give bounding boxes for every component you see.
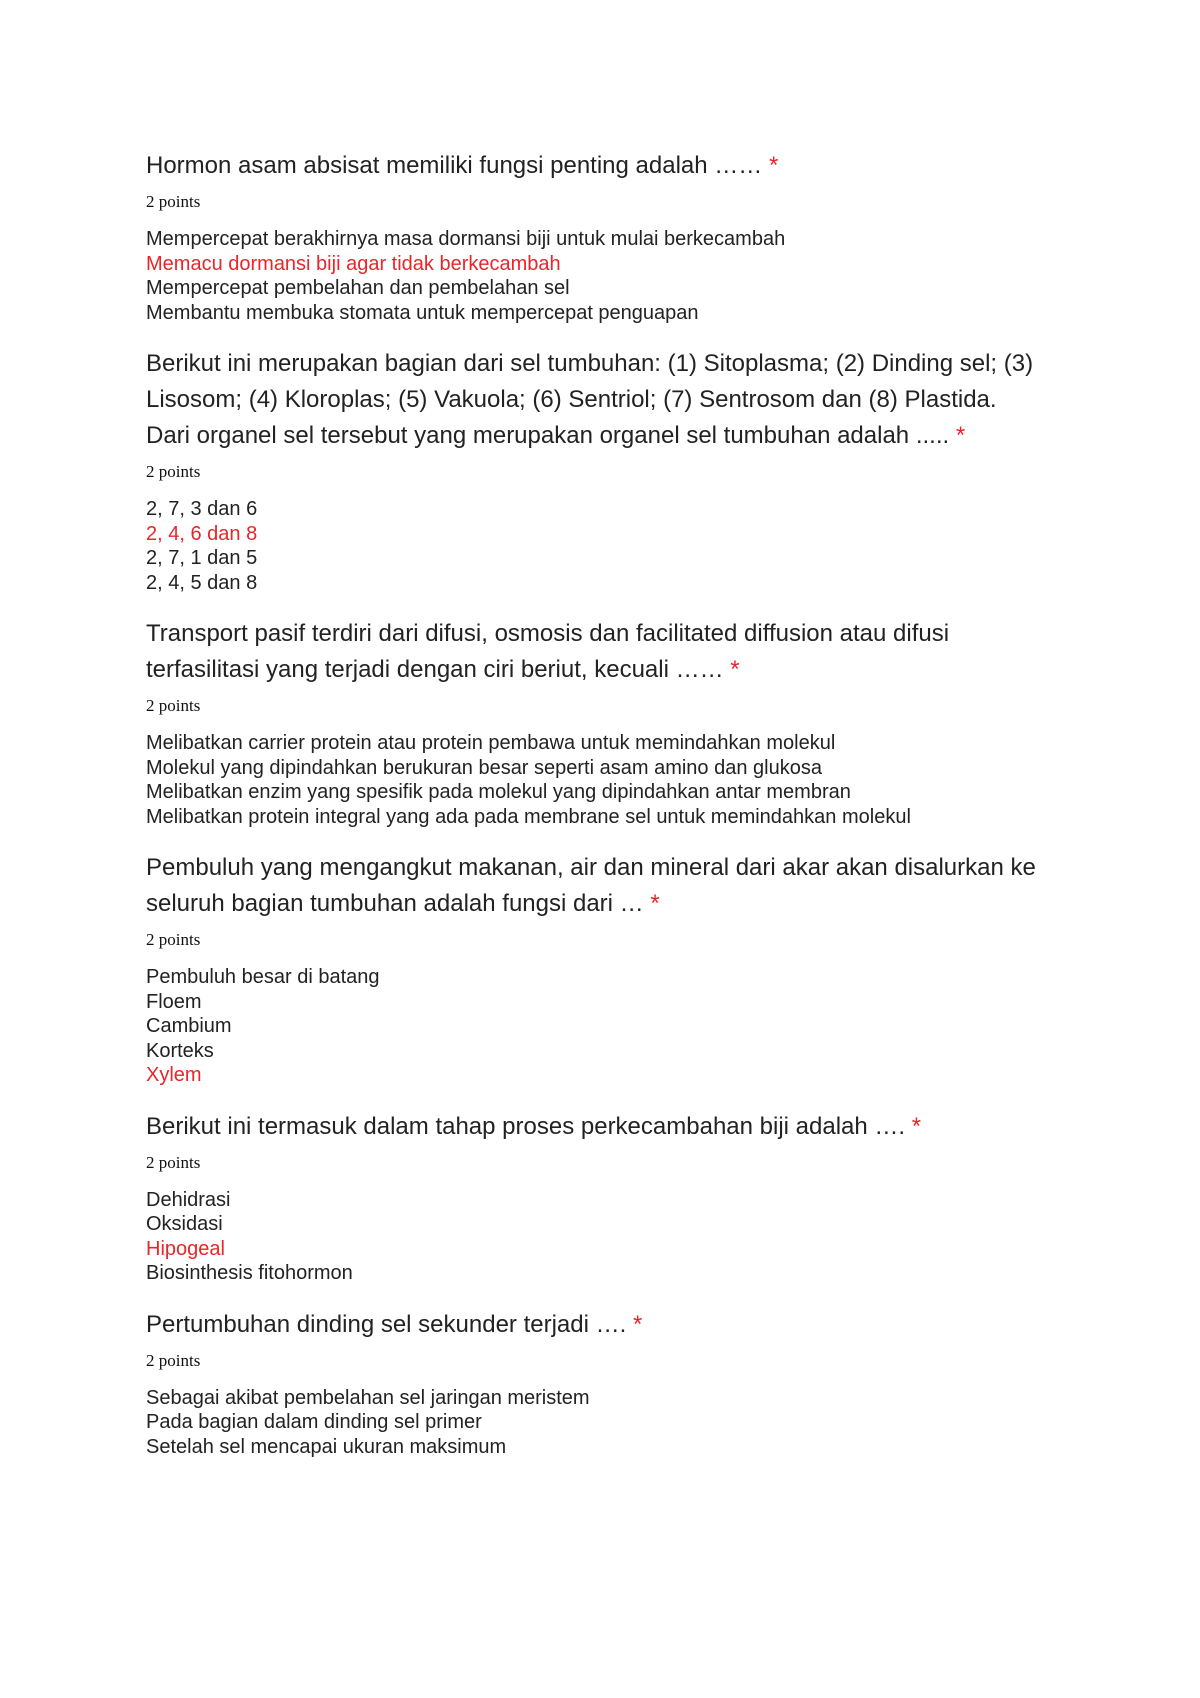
option: Molekul yang dipindahkan berukuran besar seperti asam amino dan glukosa [146,756,822,779]
option: 2, 7, 3 dan 6 [146,498,258,520]
option-correct: 2, 4, 6 dan 8 [146,522,258,545]
required-marker: * [650,890,660,917]
question-points: 2 points [146,930,201,949]
option: Pembuluh besar di batang [146,966,380,988]
option-list [146,497,1046,595]
question-block [146,1307,1046,1460]
question-block [146,850,1046,1088]
option: Oksidasi [146,1213,223,1235]
question-text: Hormon asam absisat memiliki fungsi penting adalah …… [146,152,769,179]
question-text: Berikut ini termasuk dalam tahap proses perkecambahan biji adalah …. [146,1112,912,1140]
required-marker: * [911,1112,922,1140]
option: Membantu membuka stomata untuk mempercepat penguapan [146,301,699,324]
option: 2, 7, 1 dan 5 [146,547,258,569]
question-title [146,1307,1046,1343]
question-title [146,850,1046,922]
question-points: 2 points [146,462,201,481]
option: 2, 4, 5 dan 8 [146,571,258,594]
required-marker: * [768,152,779,179]
option: Dehidrasi [146,1188,231,1211]
required-marker: * [632,1310,643,1338]
option-list [146,965,1046,1088]
question-text: Pembuluh yang mengangkut makanan, air dan mineral dari akar akan disalurkan ke seluruh bagian tumbuhan adalah fungsi dari … [146,854,1036,917]
option: Setelah sel mencapai ukuran maksimum [146,1435,507,1458]
option-correct: Xylem [146,1064,202,1086]
question-text: Berikut ini merupakan bagian dari sel tumbuhan: (1) Sitoplasma; (2) Dinding sel; (3) Lisosom; (4) Kloroplas; (5) Vakuola; (6) Sentriol; (7) Sentrosom dan (8) Plastida. Dari organel sel tersebut yang merupakan organel sel tumbuhan adalah ..... [146,350,1034,449]
option: Floem [146,990,202,1013]
question-title [146,346,1046,454]
required-marker: * [730,656,740,683]
question-points: 2 points [146,1350,201,1370]
question-block [146,1109,1046,1286]
question-title [146,148,1046,184]
option-correct: Memacu dormansi biji agar tidak berkecambah [146,252,561,275]
quiz-document [146,148,1046,1480]
option: Mempercepat berakhirnya masa dormansi biji untuk mulai berkecambah [146,228,786,250]
option-list [146,1188,1046,1286]
option: Melibatkan enzim yang spesifik pada molekul yang dipindahkan antar membran [146,781,851,803]
option-list [146,227,1046,325]
question-points: 2 points [146,696,201,715]
option: Cambium [146,1015,232,1037]
question-block [146,346,1046,595]
option: Pada bagian dalam dinding sel primer [146,1411,482,1433]
option-list [146,1386,1046,1460]
required-marker: * [955,422,966,449]
option: Korteks [146,1039,214,1062]
question-title [146,1109,1046,1145]
option: Mempercepat pembelahan dan pembelahan sel [146,277,570,299]
question-title [146,616,1046,688]
option-list [146,731,1046,829]
option: Melibatkan carrier protein atau protein pembawa untuk memindahkan molekul [146,732,836,754]
option-correct: Hipogeal [146,1237,225,1260]
question-block [146,616,1046,829]
option: Sebagai akibat pembelahan sel jaringan meristem [146,1386,590,1409]
option: Melibatkan protein integral yang ada pada membrane sel untuk memindahkan molekul [146,805,911,828]
question-text: Transport pasif terdiri dari difusi, osmosis dan facilitated diffusion atau difusi terfasilitasi yang terjadi dengan ciri beriut, kecuali …… [146,620,950,683]
question-points: 2 points [146,1152,201,1172]
option: Biosinthesis fitohormon [146,1262,353,1284]
question-block [146,148,1046,325]
question-text: Pertumbuhan dinding sel sekunder terjadi …. [146,1310,633,1338]
question-points: 2 points [146,192,201,211]
